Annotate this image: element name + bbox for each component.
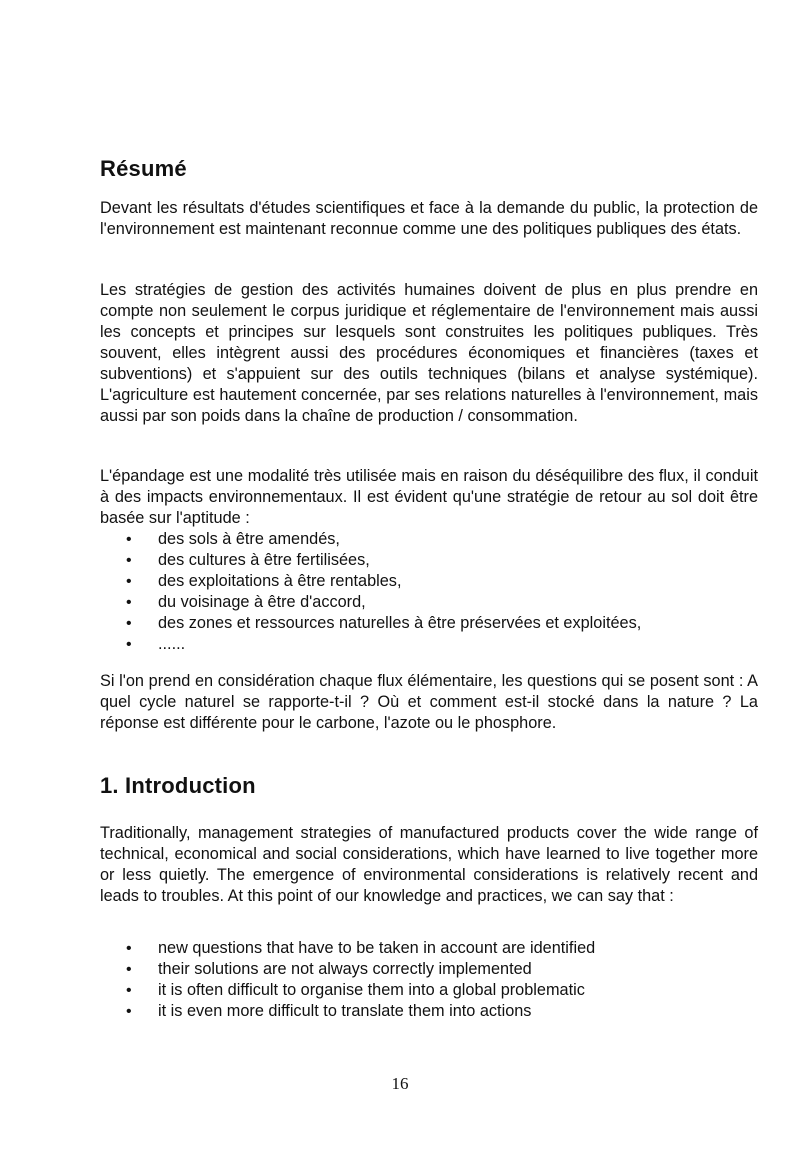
page-number: 16: [391, 1074, 409, 1093]
introduction-heading: 1. Introduction: [100, 773, 256, 798]
introduction-paragraph: Traditionally, management strategies of manufactured products cover the wide range of technical, economical and social considerations, which have learned to live together more or less quietly. The emergence of environmental considerations is relatively recent and leads to troubles. At this point of our knowledge and practices, we can say that :: [100, 824, 758, 905]
resume-paragraph-1: Devant les résultats d'études scientifiques et face à la demande du public, la protection de l'environnement est maintenant reconnue comme une des politiques publiques des états.: [100, 199, 758, 238]
resume-heading: Résumé: [100, 156, 187, 181]
resume-paragraph-2: Les stratégies de gestion des activités humaines doivent de plus en plus prendre en compte non seulement le corpus juridique et réglementaire de l'environnement mais aussi les concepts et principes sur lesquels sont construites les politiques publiques. Très souvent, elles intègrent aussi des procédures économiques et financières (taxes et subventions) et s'appuient sur des outils techniques (bilans et analyse systémique). L'agriculture est hautement concernée, par ses relations naturelles à l'environnement, mais aussi par son poids dans la chaîne de production / consommation.: [100, 281, 758, 425]
list-item: • their solutions are not always correctly implemented: [126, 959, 595, 980]
list-item: • des exploitations à être rentables,: [126, 571, 641, 592]
list-item: • du voisinage à être d'accord,: [126, 592, 641, 613]
list-item: • des sols à être amendés,: [126, 529, 641, 550]
introduction-bullet-list: [126, 938, 595, 1022]
list-item: • ......: [126, 634, 641, 655]
resume-bullet-list: [126, 529, 641, 655]
list-item: • it is even more difficult to translate them into actions: [126, 1001, 595, 1022]
list-item: • it is often difficult to organise them into a global problematic: [126, 980, 595, 1001]
list-item: • des zones et ressources naturelles à être préservées et exploitées,: [126, 613, 641, 634]
list-item: • des cultures à être fertilisées,: [126, 550, 641, 571]
list-item: • new questions that have to be taken in account are identified: [126, 938, 595, 959]
resume-paragraph-3: L'épandage est une modalité très utilisée mais en raison du déséquilibre des flux, il conduit à des impacts environnementaux. Il est évident qu'une stratégie de retour au sol doit être basée sur l'aptitude :: [100, 467, 758, 527]
resume-closing-paragraph: Si l'on prend en considération chaque flux élémentaire, les questions qui se posent sont : A quel cycle naturel se rapporte-t-il ? Où et comment est-il stocké dans la nature ? La réponse est différente pour le carbone, l'azote ou le phosphore.: [100, 672, 758, 732]
